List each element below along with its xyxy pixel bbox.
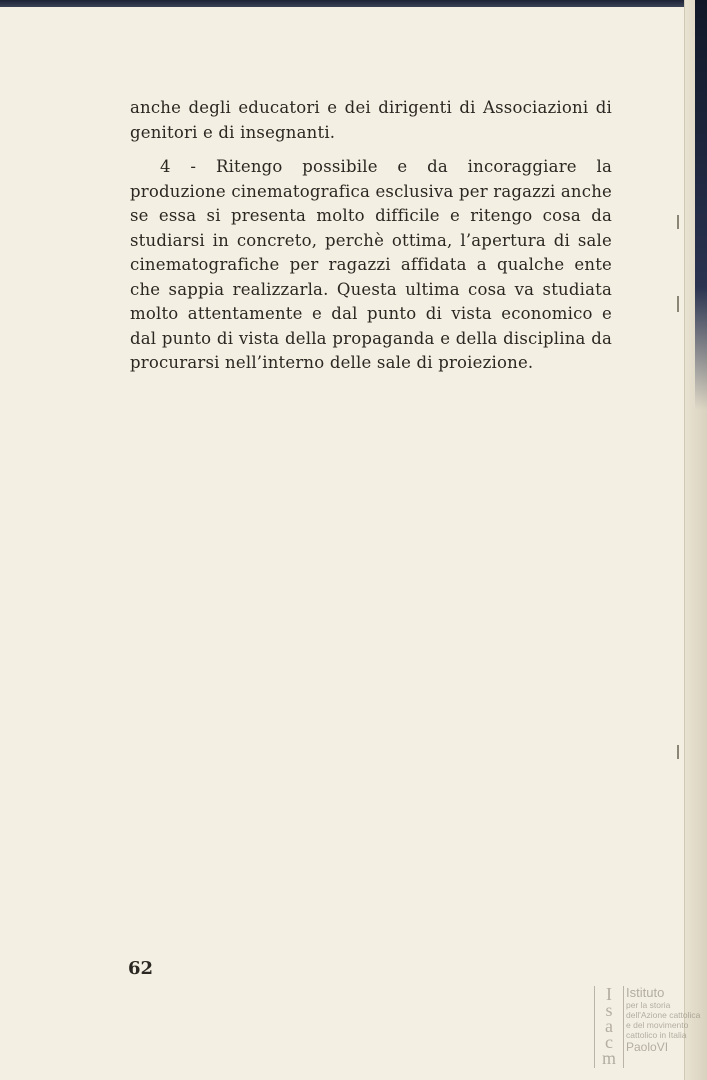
logo-letter: I [606,984,612,1004]
page-number: 62 [128,958,154,979]
logo-letters [594,986,624,1068]
logo-letter: a [605,1016,613,1036]
margin-mark [677,745,679,759]
logo-line: cattolico in Italia [626,1030,687,1040]
logo-line: per la storia [626,1000,671,1010]
margin-mark [677,296,679,312]
page-body [130,96,612,376]
margin-mark [677,215,679,229]
top-edge-band [0,0,707,7]
isacem-watermark-logo [594,986,704,1070]
paragraph-continuation: anche degli educatori e dei dirigenti di Associazioni di genitori e di insegnanti. [130,98,612,142]
spine-cover-edge [695,0,707,410]
logo-line: dell'Azione cattolica [626,1010,701,1020]
logo-letter: c [605,1032,613,1052]
logo-signature: PaoloVI [626,1040,669,1054]
logo-letter: s [605,1000,613,1020]
paragraph-point-4: 4 - Ritengo possibile e da incoraggiare la produzione cinematografica esclusiva per ragazzi anche se essa si presenta molto difficile e ritengo cosa da studiarsi in concreto, perchè ottima, l’apertura di sale cinematografiche per ragazzi affidata a qualche ente che sappia realizzarla. Questa ultima cosa va studiata molto attentamente e dal punto di vista economico e dal punto di vista della propaganda e della disciplina da procurarsi nell’interno delle sale di proiezione. [130,157,612,372]
logo-title: Istituto [626,985,665,1000]
logo-line: e del movimento [626,1020,689,1030]
logo-letter: m [601,1048,616,1068]
logo-text [626,986,704,1054]
page-spine [684,0,707,1080]
